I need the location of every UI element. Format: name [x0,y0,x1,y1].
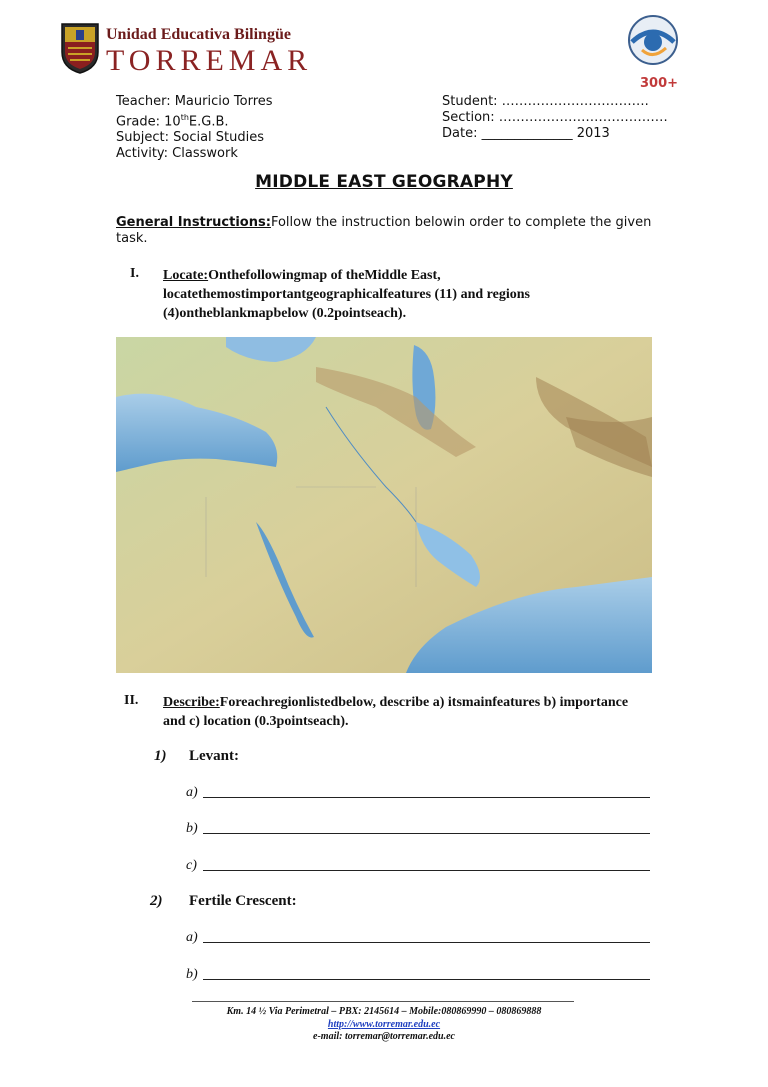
footer-address: Km. 14 ½ Via Perimetral – PBX: 2145614 – Mobile:080869990 – 080869888 [226,1006,542,1017]
middle-east-relief-map [116,337,652,673]
answer-line[interactable] [203,833,650,834]
badge-number: 300+ [640,76,679,91]
activity-line: Activity: Classwork [116,146,238,162]
school-shield-logo [60,22,100,74]
subject-line: Subject: Social Studies [116,130,265,146]
info-left [116,94,273,162]
school-name-line1: Unidad Educativa Bilingüe [106,26,291,43]
answer-line[interactable] [203,870,650,871]
item-2-number: 2) [150,893,163,909]
item-1-label: Levant: [189,748,239,764]
date-field: Date: ______________ 2013 [442,126,610,141]
answer-line[interactable] [203,797,650,798]
general-instructions-text: Follow the instruction belowin order to complete the given task. [116,215,652,246]
section-2-instruction: Describe:Foreachregionlistedbelow, describe a) itsmainfeatures b) importance and c) location (0.3pointseach). [163,695,629,729]
item-1-letter-c: c) [186,858,197,873]
footer-website-row [0,1019,768,1030]
footer-website-link[interactable]: http://www.torremar.edu.ec [327,1019,441,1030]
footer-divider [192,1001,574,1002]
item-1-number: 1) [154,748,167,764]
item-1-letter-a: a) [186,785,198,800]
item-2-label: Fertile Crescent: [189,893,297,909]
teacher-line: Teacher: Mauricio Torres [116,94,273,109]
section-2-number: II. [124,693,139,708]
answer-line[interactable] [203,942,650,943]
student-field: Student: ……………………………. [442,94,649,109]
general-instructions-label: General Instructions: [116,215,271,230]
item-2-letter-a: a) [186,930,198,945]
general-instructions [116,215,656,247]
school-name-line2: TORREMAR [106,44,313,77]
section-field: Section: ………………………………… [442,110,668,125]
page-title: MIDDLE EAST GEOGRAPHY [255,172,513,192]
item-2-letter-b: b) [186,967,198,982]
section-2-label: Describe: [163,695,220,710]
section-1-number: I. [130,266,139,281]
section-1-label: Locate: [163,268,209,283]
info-right [442,94,668,142]
footer-email[interactable]: e-mail: torremar@torremar.edu.ec [313,1031,455,1042]
grade-line: Grade: 10thE.G.B. [116,113,229,130]
section-1-instruction: Locate:Onthefollowingmap of theMiddle East, locatethemostimportantgeographicalfeatures (11) and regions (4)ontheblankmapbelow (0.2pointseach). [163,268,530,321]
answer-line[interactable] [203,979,650,980]
item-1-letter-b: b) [186,821,198,836]
